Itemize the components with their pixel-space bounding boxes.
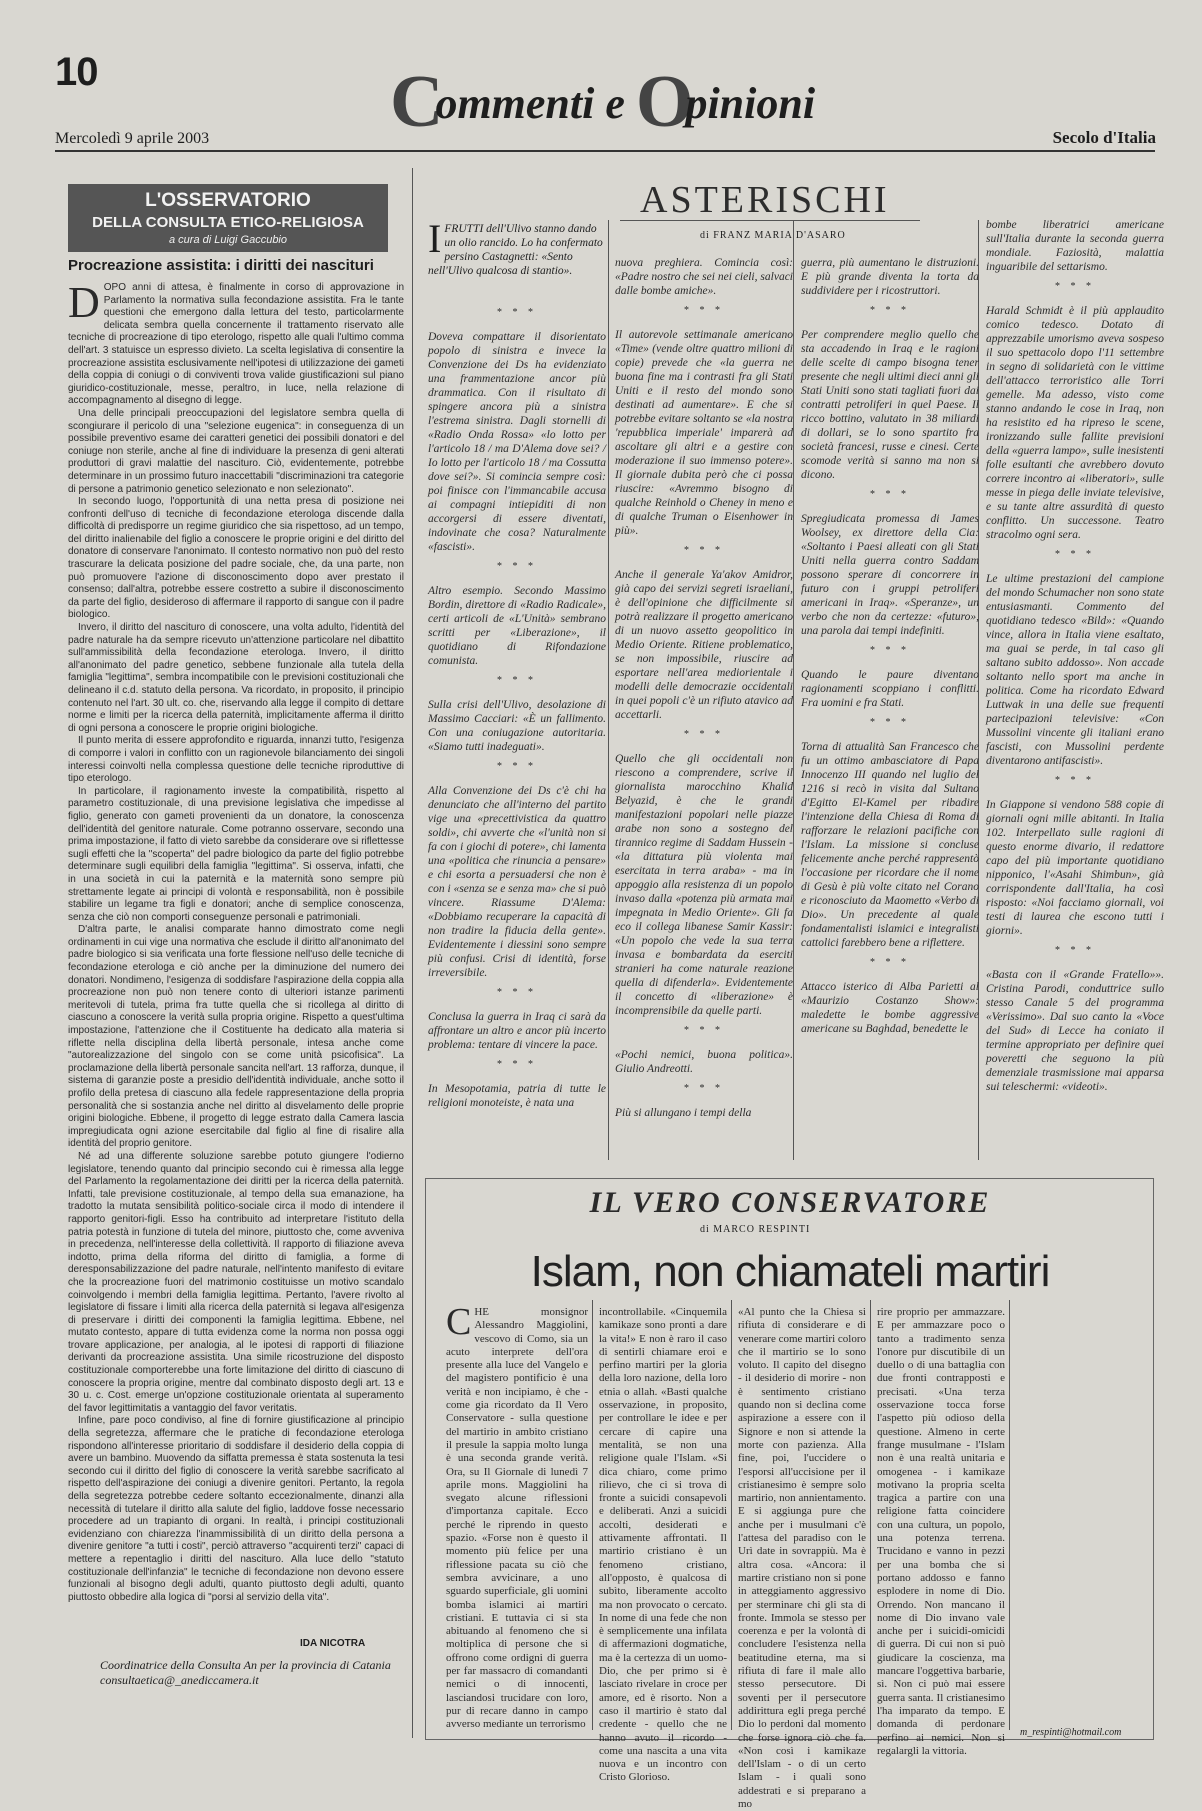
header-rule xyxy=(55,150,1155,152)
asterischi-item: In Giappone si vendono 588 copie di giornali ogni mille abitanti. In Italia 102. Interpellato sulle ragioni di questo enorme divario, il redattore capo del più importante quotidiano nipponico, l'«Asahi Shimbun», già corrispondente dall'Italia, ha così risposto: «Noi facciamo giornali, voi testi di laurea che escono tutti i giorni». xyxy=(986,799,1164,937)
vc-col-divider xyxy=(1009,1300,1010,1730)
asterischi-drop-cap: I xyxy=(428,216,442,261)
vc-col-divider xyxy=(870,1300,871,1730)
vero-conservatore-column-2 xyxy=(599,1306,727,1784)
article-paragraph: Infine, pare poco condiviso, al fine di fornire giustificazione al principio della segretezza, affermare che le pratiche di fecondazione eterologa rispondono all'interesse prioritario di soddisfare il desiderio della coppia di avere un bambino. Muovendo da siffatta premessa è stata sostenuta la tesi secondo cui il diritto del figlio di conoscere la verità sarebbe sacrificato al rispetto dell'aspirazione dei coniugi a divenire genitori. Pertanto, la regola della segretezza potrebbe cedere soltanto eccezionalmente, dinanzi alla necessità di tutelare il diritto alla salute del figlio, laddove fosse necessario procedere ad un trapianto di organi. In realtà, i principi costituzionali evidenziano con chiarezza l'inammissibilità di un diritto della persona a divenire genitore "a tutti i costi", perciò attraverso "acquirenti terzi" capaci di mettere a repentaglio i diritti del nascituro. Alla luce dello "statuto costituzionale dell'infanzia" le tecniche di fecondazione non devono essere funzionali al bisogno degli adulti, quanto piuttosto degli adulti, quanto piuttosto obbedire alla logica di "porsi al servizio della vita". xyxy=(68,1415,404,1603)
osservatorio-author: IDA NICOTRA xyxy=(300,1638,366,1649)
osservatorio-banner-title: L'OSSERVATORIO xyxy=(145,190,311,211)
asterischi-item: Sulla crisi dell'Ulivo, desolazione di Massimo Cacciari: «È un fallimento. Con una coniugazione autoritaria. «Siamo tutti inadeguati». xyxy=(428,699,606,753)
asterischi-title-rule xyxy=(620,220,920,221)
asterisk-separator: * * * xyxy=(684,305,724,316)
vero-conservatore-column-5 xyxy=(1016,1306,1146,1718)
section-title-initial-o: O xyxy=(635,61,694,143)
asterisk-separator: * * * xyxy=(1055,945,1095,956)
section-title-part2: pinioni xyxy=(685,79,816,128)
asterischi-item: Harald Schmidt è il più applaudito comico tedesco. Dotato di apprezzabile umorismo aveva sospeso il suo spettacolo dopo l'11 settembre in segno di solidarietà con le vittime dell'attacco terroristico alle Torri gemelle. Ma adesso, visto come stanno andando le cose in Iraq, non ha resistito ed ha ripreso le scene, ironizzando sulle fallite previsioni della «guerra lampo», sulle inesistenti folle esultanti che avrebbero dovuto correre incontro ai «liberatori», sulle messe in piega delle inviate televisive, e su tante altre assurdità di questo conflitto. Un successone. Teatro stracolmo ogni sera. xyxy=(986,305,1164,541)
asterischi-title: ASTERISCHI xyxy=(640,179,890,221)
asterisk-separator: * * * xyxy=(870,489,910,500)
asterischi-item: Torna di attualità San Francesco che fu un ottimo ambasciatore di Papa Innocenzo III quando nel luglio del 1216 si recò in visita dal Sultano d'Egitto El-Kamel per ribadire l'intenzione della Chiesa di Roma di rafforzare le relazioni pacifiche con l'Islam. La missione si concluse felicemente anche perché rappresentò l'occasione per ricordare che il nome di Gesù è più volte citato nel Corano e riconosciuto da Maometto «Verbo di Dio». Un precedente al quale fondamentalisti islamici e integralisti cattolici farebbero bene a riflettere. xyxy=(801,741,979,949)
vc-col-divider xyxy=(592,1300,593,1730)
asterischi-item: Attacco isterico di Alba Parietti al «Maurizio Costanzo Show»: maledette le bombe aggressive americane su Baghdad, benedette le xyxy=(801,981,979,1035)
asterisk-separator: * * * xyxy=(497,987,537,998)
osservatorio-article-body xyxy=(68,278,404,1637)
vc-col-divider xyxy=(731,1300,732,1730)
asterisk-separator: * * * xyxy=(684,1083,724,1094)
asterischi-item: Anche il generale Ya'akov Amidror, già capo dei servizi segreti israeliani, è dell'opinione che difficilmente si potrà realizzare il progetto americano di un nuovo assetto geopolitico in Medio Oriente. Ritiene problematico, se non impossibile, riuscire ad esportare nell'area mediorientale i modelli delle democrazie occidentali in quei popoli c'è un rifiuto atavico ad accettarli. xyxy=(615,569,793,721)
asterischi-item: «Pochi nemici, buona politica». Giulio Andreotti. xyxy=(615,1049,793,1075)
column-divider-left xyxy=(412,168,413,1738)
asterisk-separator: * * * xyxy=(684,1025,724,1036)
asterischi-item: In Mesopotamia, patria di tutte le religioni monoteiste, è nata una xyxy=(428,1083,606,1109)
osservatorio-banner xyxy=(68,184,388,252)
asterisk-separator: * * * xyxy=(1055,281,1095,292)
asterischi-item: Alla Convenzione dei Ds c'è chi ha denunciato che all'interno del partito vige una «precettivistica da quattro soldi», chi avverte che «l'unità non si fa con i giochi di potere», chi lamenta una «politica che rinuncia a pensare» e chi esorta a persuadersi che non è con i «senza se e senza ma» che si può vincere. Riassume D'Alema: «Dobbiamo recuperare la capacità di non tradire la fiducia della gente». Evidentemente i diessini sono sempre più confusi. Crisi di identità, forse irreversibile. xyxy=(428,785,606,979)
asterisk-separator: * * * xyxy=(870,957,910,968)
osservatorio-drop-cap: D xyxy=(68,278,100,327)
asterischi-item: Altro esempio. Secondo Massimo Bordin, direttore di «Radio Radicale», certi articoli de «L'Unità» sembrano scritti per «Liberazione», il quotidiano di Rifondazione comunista. xyxy=(428,585,606,667)
article-paragraph: Invero, il diritto del nascituro di conoscere, una volta adulto, l'identità del padre naturale ha da sempre ricevuto un'attenzione particolare nel dibattito sull'ammissibilità della fecondazione eterologa. Invero, il diritto all'anonimato del padre genetico, sebbene funzionale alla tutela della famiglia "legittima", sembra incompatibile con le previsioni costituzionali che delineano il c.d. statuto della persona. Va ricordato, in proposito, il principio contenuto nel l'art. 30 ult. co. che, riservando alla legge il compito di dettare norme e limiti per la ricerca della paternità, implicitamente afferma il diritto di ogni persona a conoscere le proprie origini biologiche. xyxy=(68,622,404,734)
asterisk-separator: * * * xyxy=(1055,775,1095,786)
article-paragraph: OPO anni di attesa, è finalmente in corso di approvazione in Parlamento la normativa sulla fecondazione assistita. Fra le tante questioni che emergono dalla lettura del testo, particolarmente delicata sembra quella concernente il trattamento riservato alle tecniche di procreazione di tipo eterologo, rispetto alle quali l'ultimo comma dell'art. 3 statuisce un espresso divieto. La scelta legislativa di consentire la procreazione assistita esclusivamente nell'ipotesi di utilizzazione dei gameti della coppia di coniugi o di conviventi trova valide giustificazioni sul piano giuridico-costituzionale, messe, peraltro, in luce, nella relazione di accompagnamento al disegno di legge. xyxy=(68,282,404,407)
asterischi-item: guerra, più aumentano le distruzioni. E più grande diventa la torta da suddividere per i ricostruttori. xyxy=(801,257,979,297)
article-paragraph: Il punto merita di essere approfondito e riguarda, innanzi tutto, l'esigenza di comporre i valori in conflitto con un ragionevole bilanciamento dei singoli interessi coinvolti nella complessa questione delle tecniche riproduttive di tipo eterologo. xyxy=(68,735,404,785)
vero-conservatore-drop-cap: C xyxy=(446,1301,472,1343)
vero-conservatore-text: rire proprio per ammazzare. E per ammazzare poco o tanto a tradimento senza l'onore pur discutibile di un duello o di una battaglia con due fronti contrapposti e precisati. «Una terza osservazione tocca forse l'aspetto più odioso della questione. Almeno in certe frange musulmane - l'Islam non è una realtà unitaria e omogenea - i kamikaze motivano la propria scelta tragica a partire con una religione fatta coincidere con una cultura, un popolo, una potenza terrena. Trucidano e vanno in pezzi per una bomba che si portano addosso e fanno esplodere in nome di Dio. Orrendo. Non mancano il nome di Dio invano vale anche per i suicidi-omicidi di guerra. Di cui non si può giudicare la coscienza, ma mancare l'oggettiva barbarie, sì. Non ci può mai essere guerra santa. Il cristianesimo l'ha imparato da tempo. E domanda di perdonare perfino ai nemici. Non si regalargli la vittoria. xyxy=(877,1306,1005,1757)
asterischi-column-3 xyxy=(801,256,979,1160)
asterisk-separator: * * * xyxy=(497,1059,537,1070)
asterischi-intro-text: FRUTTI dell'Ulivo stanno dando un olio rancido. Lo ha confermato persino Castagnetti: «Sento nell'Ulivo qualcosa di stantio». xyxy=(428,223,603,277)
asterisk-separator: * * * xyxy=(497,675,537,686)
article-paragraph: Una delle principali preoccupazioni del legislatore sembra quella di scongiurare il pericolo di una "selezione eugenica": in conseguenza di un possibile preventivo esame dei caratteri genetici dei possibili donatori e del coniuge non sterile, anche al fine di individuare la presenza di geni alterati produttori di gravi malattie del nascituro. Ciò, evidentemente, potrebbe determinare in un prossimo futuro inaccettabili "discriminazioni tra categorie di persone a patrimonio genetico selezionato e non selezionato". xyxy=(68,407,404,495)
osservatorio-headline: Procreazione assistita: i diritti dei nascituri xyxy=(68,257,374,274)
vero-conservatore-column-4 xyxy=(877,1306,1005,1757)
vero-conservatore-header: IL VERO CONSERVATORE xyxy=(589,1186,991,1219)
asterischi-item: Spregiudicata promessa di James Woolsey, ex direttore della Cia: «Soltanto i Paesi alleati con gli Stati Uniti nella guerra contro Saddam possono sperare di concorrere in futuro con i gruppi petroliferi americani in Iraq». «Speranze», un verbo che non da certezze: «futuro», una parola dai tempi indefiniti. xyxy=(801,513,979,637)
vero-conservatore-text: HE monsignor Alessandro Maggiolini, vescovo di Como, sia un acuto interprete dell'ora presente alla luce del Vangelo e del magistero pontificio è una verità e non incipiamo, è che - come gia ricordato da Il Vero Conservatore - sulla questione del martirio in ambito cristiano il presule la sappia molto lunga è una seconda grande verità. Ora, su Il Giornale di lunedì 7 aprile mons. Maggiolini ha svegato alcune riflessioni d'importanza capitale. Ecco perché le riprendo in questo spazio. «Forse non è questo il momento più felice per una riflessione pacata su ciò che sembra avvicinare, a uno sguardo superficiale, gli uomini bomba islamici ai martiri cristiani. E tuttavia ci si sta abituando al fenomeno che si moltiplica di persone che si offrono come ordigni di guerra per far massacro di comandanti nemici o di innocenti, lasciandosi trucidare con loro, pur di recare danno in campo avverso mediante un terrorismo xyxy=(446,1306,588,1731)
asterisk-separator: * * * xyxy=(497,561,537,572)
asterisk-separator: * * * xyxy=(497,307,537,318)
article-paragraph: In secondo luogo, l'opportunità di una netta presa di posizione nei confronti dell'uso di tecniche di fecondazione eterologa discende dalla difficoltà di predisporre un regime giuridico che sia rispettoso, ad un tempo, del diritto inalienabile del figlio a conoscere le proprie origini e del diritto del donatore di conservare l'anonimato. Il contesto normativo non può del resto trascurare la delicata posizione del padre sociale, che, da una parte, non può promuovere l'azione di disconoscimento dopo aver prestato il consenso; dall'altra, potrebbe essere costretto a subire il disconoscimento da parte del figlio, desideroso di affermare il rapporto di sangue con il padre biologico. xyxy=(68,496,404,621)
page-number: 10 xyxy=(55,50,98,94)
article-paragraph: In particolare, il ragionamento investe la compatibilità, rispetto al parametro costituzionale, di una previsione legislativa che impedisse al figlio, generato con gameti provenienti da un donatore, la conoscenza dell'identità del genitore naturale. Come potranno osservare, secondo una prima impostazione, il fatto di vieto sarebbe da considerare ove si riflettesse sugli effetti che la "scoperta" del padre biologico da parte del figlio potrebbe determinare sugli equilibri della famiglia "legittima". Si osserva, infatti, che in una società in cui la paternità e la maternità sono sempre più strettamente legate ai principi di volontà e responsabilità, non è possibile stabilire un legame tra figli e donatori; anche di semplice conoscenza, senza che ciò non comporti conseguenze personali e patrimoniali. xyxy=(68,785,404,923)
asterischi-item: Per comprendere meglio quello che sta accadendo in Iraq e le ragioni delle scelte di campo bisogna tener presente che negli ultimi dieci anni gli Stati Uniti sono stati tagliati fuori dai contratti petroliferi in quel Paese. Il ricco bottino, valutato in 38 miliardi di dollari, se lo sono spartito fra società francesi, russe e cinesi. Certe scomode verità si sanno ma non si dicono. xyxy=(801,329,979,481)
asterisk-separator: * * * xyxy=(1055,549,1095,560)
article-paragraph: D'altra parte, le analisi comparate hanno dimostrato come negli ordinamenti in cui vige una normativa che esclude il diritto all'anonimato del padre biologico si sia verificata una forte flessione nell'uso delle tecniche di fecondazione eterologa e ciò anche per la diminuzione del numero dei donatori. Nondimeno, l'esigenza di soddisfare l'aspirazione della coppia alla procreazione non può non tenere conto di ulteriori istanze parimenti meritevoli di tutela, prima fra tutte quella che si ricollega al diritto di ciascuno a conoscere la verità sulla propria origine. Rispetto a quest'ultima impostazione, l'attenzione che il Costituente ha dedicato alla materia si riflette nella disciplina della libertà personale, intesa anche come "autorealizzazione del singolo con se come unità psicofisica". La proclamazione della libertà personale sancita nell'art. 13 rafforza, dunque, il sistema di garanzie poste a presidio dell'identità individuale, anche sotto il profilo della pretesa di ciascuno alla fedele rappresentazione della propria personalità che si sostanzia anche nel diritto al disvelamento delle proprie origini biologiche. Ebbene, il progetto di legge estrato dalla Camera lascia impregiudicata ogni azione esercitabile dal figlio al fine di risalire alla identità del proprio genitore. xyxy=(68,924,404,1150)
section-title-part1: ommenti e xyxy=(435,79,636,128)
osservatorio-banner-subtitle: DELLA CONSULTA ETICO-RELIGIOSA xyxy=(92,214,364,231)
asterischi-column-2 xyxy=(615,256,793,1160)
vero-conservatore-column-1 xyxy=(446,1301,588,1731)
section-title xyxy=(390,60,850,145)
vero-conservatore-byline: di MARCO RESPINTI xyxy=(700,1224,811,1235)
asterischi-item: Conclusa la guerra in Iraq ci sarà da affrontare un altro e ancor più incerto problema: tentare di vincere la pace. xyxy=(428,1011,606,1051)
asterischi-item: Quello che gli occidentali non riescono a comprendere, scrive il giornalista marocchino Khalid Belyazid, è che le grandi manifestazioni popolari nelle piazze arabe non sono a sostegno del tirannico regime di Saddam Hussein - «la dittatura più violenta mai esercitata in terra araba» - ma in appoggio alla resistenza di un popolo invaso dalla «potenza più armata mai impegnata in Medio Oriente». Gli fa eco il collega libanese Samir Kassir: «Un popolo che vede la sua terra invasa e bombardata da eserciti stranieri ha come naturale reazione quella di difenderla». Evidentemente il concetto di «liberazione» è incomprensibile da quelle parti. xyxy=(615,753,793,1017)
osservatorio-banner-curator: a cura di Luigi Gaccubio xyxy=(168,234,287,246)
asterischi-column-4 xyxy=(986,218,1164,1160)
asterisk-separator: * * * xyxy=(497,761,537,772)
newspaper-name: Secolo d'Italia xyxy=(1052,128,1156,147)
asterischi-item: Il autorevole settimanale americano «Time» (vende oltre quattro milioni di copie) prevede che «la guerra ne buona fine ma i contrasti fra gli Stati Uniti e il resto del mondo sono destinati ad aumentare». E che si potrebbe evitare soltanto se «la nostra 'repubblica imperiale' imparerà ad ascoltare gli altri e a gestire con moderazione il suo immenso potere». Il giornale dubita però che ci possa riuscire: «Avremmo bisogno di qualche Reinhold o Cheney in meno e di qualche Truman o Eisenhower in più». xyxy=(615,329,793,537)
osservatorio-author-footer: Coordinatrice della Consulta An per la provincia di Catania consultaetica@_anediccamera.it xyxy=(100,1658,391,1687)
issue-date: Mercoledì 9 aprile 2003 xyxy=(55,130,210,147)
asterischi-intro xyxy=(428,216,603,278)
asterischi-byline: di FRANZ MARIA D'ASARO xyxy=(700,230,846,241)
asterischi-item: nuova preghiera. Comincia così: «Padre nostro che sei nei cieli, salvaci dalle bombe amiche». xyxy=(615,257,793,297)
asterisk-separator: * * * xyxy=(870,305,910,316)
asterischi-col-divider xyxy=(608,220,609,1160)
vero-conservatore-text: «Al punto che la Chiesa si rifiuta di considerare e di venerare come martiri coloro che il martirio se lo sono voluto. Il capito del disegno - il desiderio di morire - non è sentimento cristiano quando non si declina come aspirazione a essere con il Signore e non si attende la morte con pazienza. Alla fine, poi, l'uccidere o l'esporsi all'uccisione per il cristianesimo è sempre solo martirio, non annientamento. E si aggiunga pure che anche per i musulmani c'è l'attesa del paradiso con le Urì date in sovrappiù. Ma è altra cosa. «Ancora: il martire cristiano non si pone in atteggiamento aggressivo per sterminare chi gli sta di fronte. Immola se stesso per coerenza e per la volontà di concludere l'esistenza nella beatitudine eterna, ma si rifiuta di fare il male allo stesso persecutore. Di soventi per il persecutore addirittura egli prega perché Dio lo perdoni dal momento che forse ignora ciò che fa. «Non così i kamikaze dell'Islam - o di un certo Islam - i quali sono addestrati e si preparano a mo xyxy=(738,1306,866,1810)
asterischi-column-1 xyxy=(428,300,606,1160)
asterisk-separator: * * * xyxy=(870,645,910,656)
article-paragraph: Né ad una differente soluzione sarebbe potuto giungere l'odierno legislatore, tenendo quanto dal principio secondo cui è rimessa alla legge del Parlamento la regolamentazione dei diritti per la ricerca della paternità. Infatti, tale previsione costituzionale, al tempo della sua emanazione, ha tradotto la mutata sensibilità politico-sociale circa il modo di intendere il rapporto genitori-figli. Esso ha contribuito ad interpretare l'istituto della patria potestà in funzione di tutela del minore, piuttosto che, come avveniva in precedenza, nell'interesse della collettività. Il rapporto di filiazione aveva indotto, prima della riforma del diritto di famiglia, a forme di deresponsabilizzazione del padre naturale, nell'intento manifesto di evitare che la procreazione fuori del matrimonio costituisse un motivo scandalo coinvolgendo i membri della famiglia legittima. Pertanto, l'avere rivolto al legislatore di fissare i limiti alla ricerca della paternità si legava all'esigenza di preservare i diritti dei componenti la famiglia legittima. Ebbene, nel mutato contesto, appare di tutta evidenza come la norma non possa oggi trovare applicazione, per analogia, al le ipotesi di rapporti di filiazione derivanti da procreazione assistita. Una simile ricostruzione del disposto costituzionale comporterebbe una forte limitazione del diritto di ciascuno di conoscere la propria origine, mentre dal combinato disposto degli art. 13 e 30 u. c. Cost. emerge un'opzione costituzionale orientata al superamento del favor legittimitatis a vantaggio del favor veritatis. xyxy=(68,1150,404,1414)
asterischi-item: Doveva compattare il disorientato popolo di sinistra e invece la Convenzione dei Ds ha evidenziato una frammentazione ancor più drammatica. Con il risultato di spingere ancora più a sinistra l'estrema sinistra. Dagli stornelli di «Radio Onda Rossa» «lo lotto per l'articolo 18 / ma D'Alema dove sei? / Io lotto per l'articolo 18 / ma Cossutta dove sei?». Si comincia sempre così: poi finisce con l'immancabile accusa ai compagni intiepiditi di non accorgersi di essere diventati, indovinate che cosa? Naturalmente «fascisti». xyxy=(428,331,606,553)
vero-conservatore-headline: Islam, non chiamateli martiri xyxy=(530,1247,1050,1296)
vero-conservatore-column-3 xyxy=(738,1306,866,1810)
vero-conservatore-text: incontrollabile. «Cinquemila kamikaze sono pronti a dare la vita!» E non è raro il caso di sentirli chiamare eroi e perfino martiri per la gloria della loro nazione, della loro etnia o allah. «Basti qualche osservazione, in proposito, per controllare le idee e per cercare di capire una mentalità, se non una religione quale l'Islam. «Si dica chiaro, come primo rilievo, che ci si trova di fronte a suicidi consapevoli e deliberati. Anzi a suicidi accolti, desiderati e attivamente affrontati. Il martirio cristiano è un fenomeno cristiano, all'opposto, è qualcosa di subìto, liberamente accolto ma non provocato o cercato. In nome di una fede che non è semplicemente una infilata di affermazioni dogmatiche, ma è la certezza di un uomo-Dio, che per primo si è lasciato rivelare in croce per amore, ed è risorto. Non a caso il martirio è stato dal credente - quello che ne hanno avuto il ricordo - come una nascita a una vita nuova e un incontro con Cristo Glorioso. xyxy=(599,1306,727,1784)
asterischi-col-divider xyxy=(793,220,794,1160)
asterischi-item: «Basta con il «Grande Fratello»». Cristina Parodi, conduttrice sullo stesso Canale 5 del programma «Verissimo». Dal suo canto la «Voce del Sud» di Lecce ha coniato il termine appropriato per definire quei poveretti che seguono la più demenziale trasmissione mai apparsa sui teleschermi: «videoti». xyxy=(986,969,1164,1093)
asterischi-item: Quando le paure diventano ragionamenti scoppiano i conflitti. Fra uomini e fra Stati. xyxy=(801,669,979,709)
asterisk-separator: * * * xyxy=(684,729,724,740)
asterischi-item: bombe liberatrici americane sull'Italia durante la seconda guerra mondiale. Faziosità, malattia inguaribile del settarismo. xyxy=(986,219,1164,273)
asterisk-separator: * * * xyxy=(684,545,724,556)
asterischi-item: Più si allungano i tempi della xyxy=(615,1107,752,1119)
asterischi-item: Le ultime prestazioni del campione del mondo Schumacher non sono state entusiasmanti. Commento del quotidiano tedesco «Bild»: «Quando vince, allora in Italia viene esaltato, ma guai se perde, in tal caso gli saltano subito addosso». Non accade soltanto nello sport ma anche in politica. Come ha ricordato Edward Luttwak in una delle sue frequenti partecipazioni televisive: «Con Mussolini vincente gli italiani erano fascisti, con Mussolini perdente diventarono antifascisti». xyxy=(986,573,1164,767)
section-title-initial-c: C xyxy=(390,61,444,143)
asterisk-separator: * * * xyxy=(870,717,910,728)
vero-conservatore-email[interactable]: m_respinti@hotmail.com xyxy=(1020,1727,1122,1738)
